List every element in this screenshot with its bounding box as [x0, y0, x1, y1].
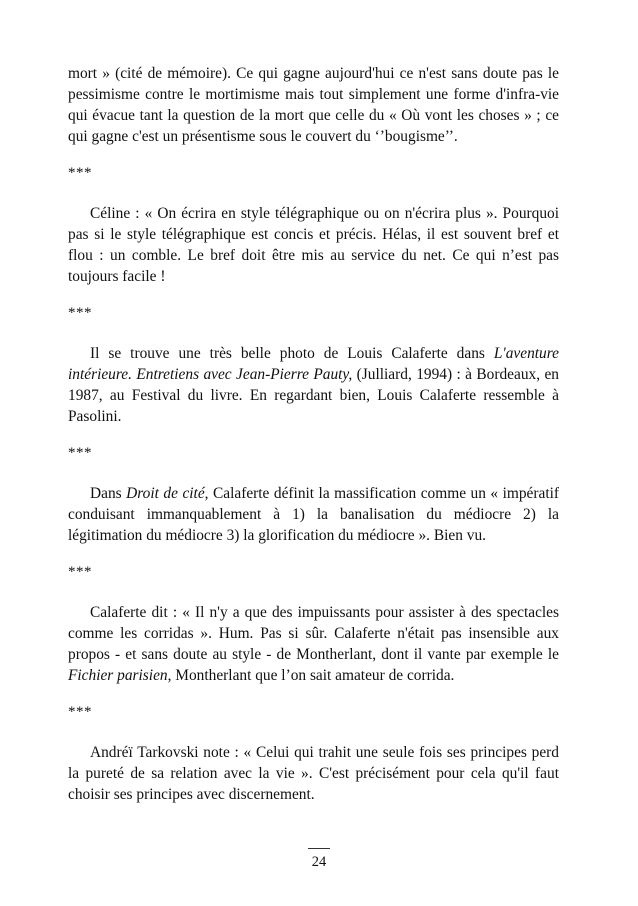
- section-separator: ***: [68, 564, 92, 580]
- paragraph-corridas: [68, 602, 559, 686]
- book-title: Fichier parisien: [68, 667, 168, 684]
- book-title: L'aventure intérieure. Entretiens avec Jean-Pierre Pauty,: [68, 345, 559, 383]
- page-number: 24: [311, 854, 327, 870]
- paragraph-text: (Julliard, 1994) : à Bordeaux, en 1987, au Festival du livre. En regardant bien, Louis Calaferte ressemble à Pasolini.: [68, 366, 560, 425]
- paragraph-mortimisme: [68, 63, 559, 147]
- page-body: [68, 63, 559, 805]
- paragraph-tarkovski: [68, 742, 559, 805]
- paragraph-text: Andréï Tarkovski note : « Celui qui trahit une seule fois ses principes perd la pureté de sa relation avec la vie ». C'est précisément pour cela qu'il faut choisir ses principes avec discernement.: [68, 744, 559, 803]
- section-separator: ***: [68, 445, 92, 461]
- section-separator: ***: [68, 704, 92, 720]
- paragraph-text: , Calaferte définit la massification comme un « impératif conduisant immanquablement à 1) la banalisation du médiocre 2) la légitimation du médiocre 3) la glorification du médiocre ». Bien vu.: [68, 485, 559, 544]
- paragraph-text: Dans: [90, 485, 127, 502]
- page-footer: [0, 848, 638, 871]
- paragraph-droit-de-cite: [68, 483, 559, 546]
- book-title: Droit de cité: [126, 485, 205, 502]
- paragraph-text: Il se trouve une très belle photo de Louis Calaferte dans: [90, 345, 494, 362]
- section-separator: ***: [68, 305, 92, 321]
- paragraph-text: Céline : « On écrira en style télégraphique ou on n'écrira plus ». Pourquoi pas si le style télégraphique est concis et précis. Hélas, il est souvent bref et flou : un comble. Le bref doit être mis au service du net. Ce qui n’est pas toujours facile !: [68, 205, 559, 285]
- paragraph-text: , Montherlant que l’on sait amateur de corrida.: [167, 667, 455, 684]
- paragraph-celine: [68, 203, 559, 287]
- paragraph-text: mort » (cité de mémoire). Ce qui gagne aujourd'hui ce n'est sans doute pas le pessimisme contre le mortimisme mais tout simplement une forme d'infra-vie qui évacue tant la question de la mort que celle du « Où vont les choses » ; ce qui gagne c'est un présentisme sous le couvert du ‘’bougisme’’.: [68, 65, 559, 145]
- section-separator: ***: [68, 165, 92, 181]
- paragraph-calaferte-photo: [68, 343, 559, 427]
- paragraph-text: Calaferte dit : « Il n'y a que des impuissants pour assister à des spectacles comme les corridas ». Hum. Pas si sûr. Calaferte n'était pas insensible aux propos - et sans doute au style - de Montherlant, dont il vante par exemple le: [68, 604, 559, 663]
- footer-rule: [308, 848, 330, 849]
